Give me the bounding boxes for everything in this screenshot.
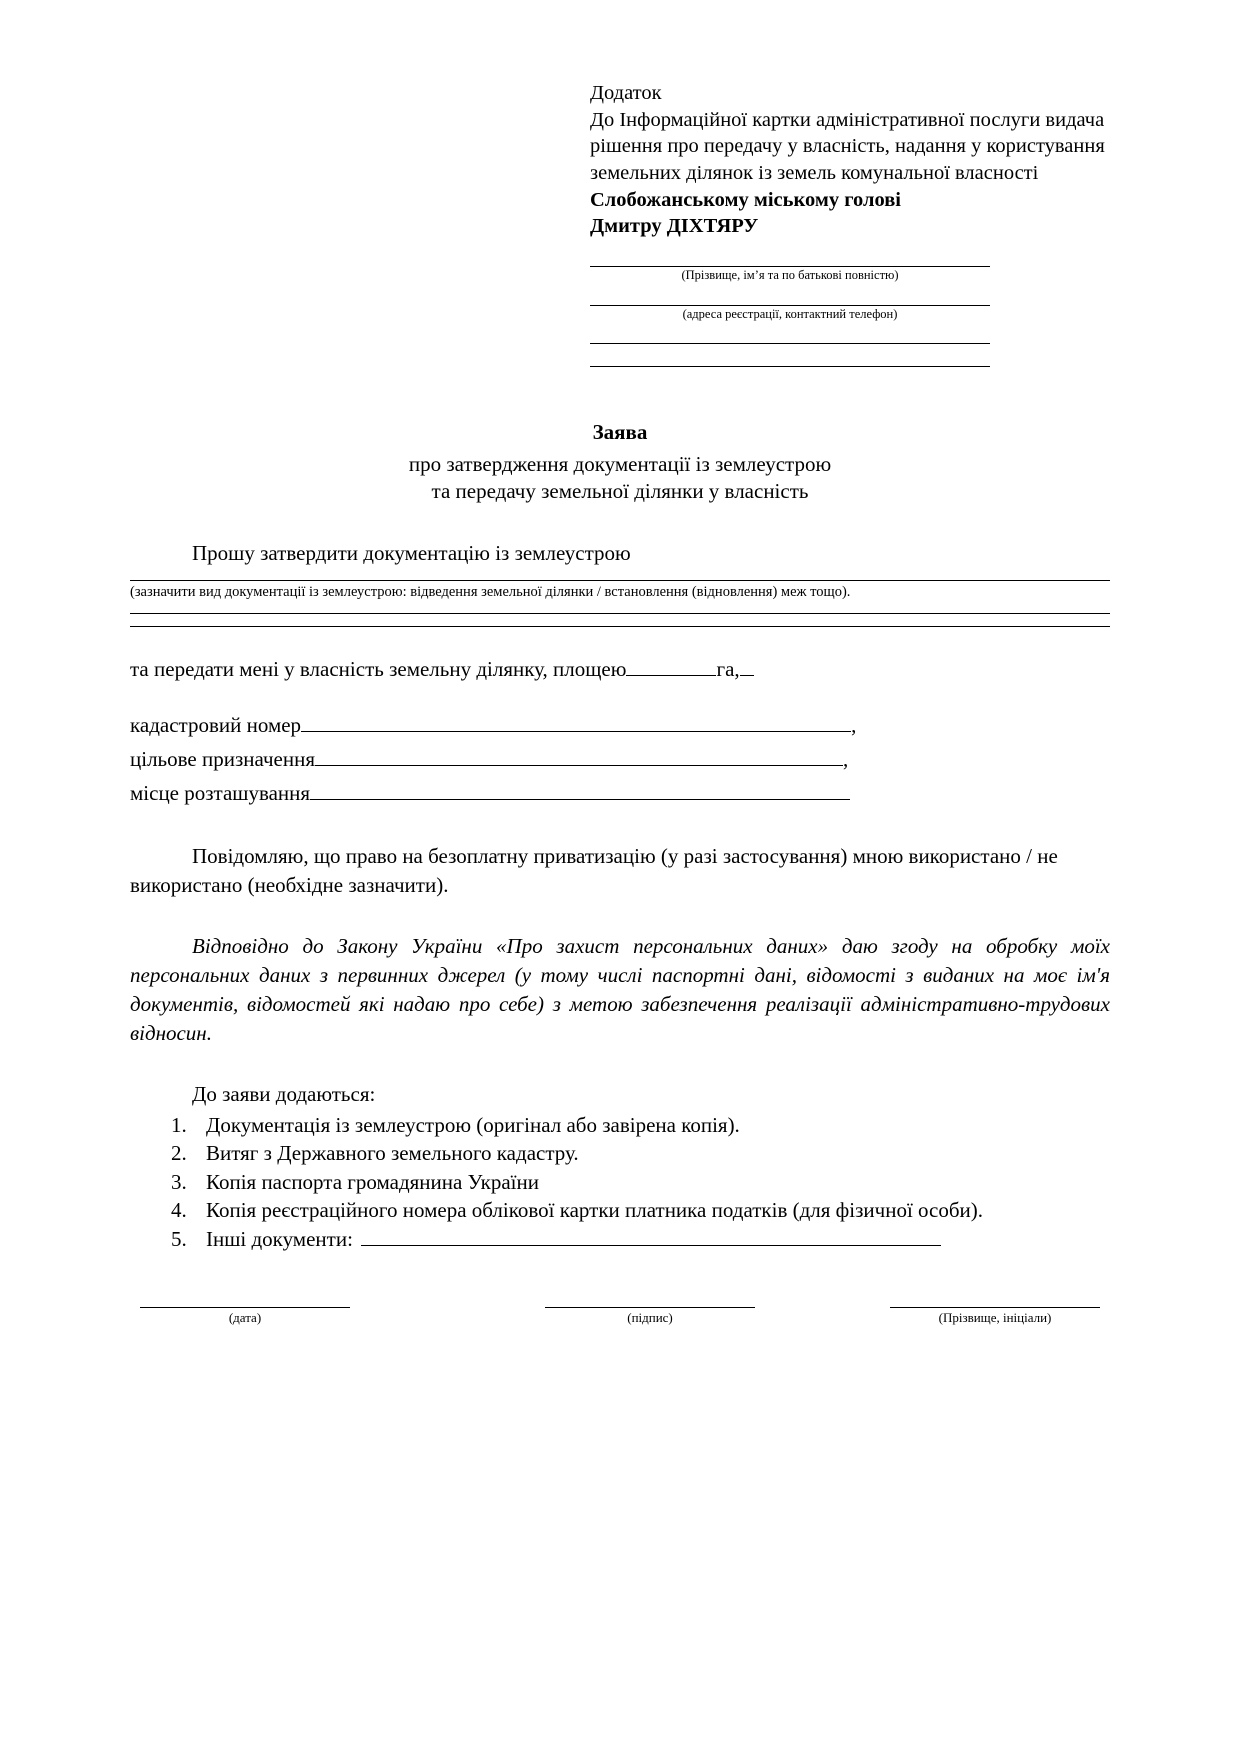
applicant-address-line-1[interactable]	[590, 305, 990, 306]
name-cell	[890, 1307, 1100, 1325]
signature-cell	[545, 1307, 755, 1325]
doc-type-line-1[interactable]	[130, 580, 1110, 581]
list-item: 4. Копія реєстраційного номера облікової картки платника податків (для фізичної особи).	[192, 1196, 1110, 1225]
list-item: 3. Копія паспорта громадянина України	[192, 1168, 1110, 1197]
applicant-address-line-3[interactable]	[590, 366, 990, 367]
request-block	[130, 539, 1110, 627]
signature-caption: (підпис)	[627, 1310, 673, 1326]
doc-type-line-3[interactable]	[130, 626, 1110, 627]
area-value-field[interactable]	[626, 675, 716, 676]
location-input-line[interactable]	[310, 799, 850, 800]
signature-row	[130, 1307, 1110, 1325]
parcel-fields	[130, 708, 1110, 810]
applicant-fields	[590, 266, 990, 368]
applicant-name-caption: (Прізвище, ім’я та по батькові повністю)	[681, 267, 899, 282]
area-unit: га,	[716, 656, 740, 681]
list-item: 2. Витяг з Державного земельного кадастру.	[192, 1139, 1110, 1168]
location-row	[130, 776, 1110, 810]
area-extra-field[interactable]	[740, 675, 754, 676]
addressee-position: Слобожанському міському голові	[590, 188, 902, 211]
doc-type-note: (зазначити вид документації із землеустрою: відведення земельної ділянки / встановлення (відновлення) меж тощо).	[130, 584, 851, 601]
list-item: 1. Документація із землеустрою (оригінал або завірена копія).	[192, 1111, 1110, 1140]
applicant-address-line-2[interactable]	[590, 343, 990, 344]
purpose-input-line[interactable]	[315, 765, 843, 766]
date-cell	[140, 1307, 350, 1325]
name-caption: (Прізвище, ініціали)	[938, 1310, 1052, 1326]
area-label: та передати мені у власність земельну ділянку, площею	[130, 656, 627, 681]
cadastral-comma: ,	[851, 712, 857, 737]
list-item	[192, 1225, 1110, 1254]
header-block	[590, 80, 1110, 240]
other-docs-label: Інші документи:	[206, 1226, 353, 1251]
request-text: Прошу затвердити документацію із землеустрою	[192, 541, 631, 566]
other-docs-input-line[interactable]	[361, 1245, 941, 1246]
addressee-name: Дмитру ДІХТЯРУ	[590, 215, 759, 238]
header-service-description: До Інформаційної картки адміністративної послуги видача рішення про передачу у власність, надання у користування земельних ділянок із земель комунальної власності	[590, 108, 1105, 184]
name-input-line[interactable]	[890, 1307, 1100, 1308]
date-input-line[interactable]	[140, 1307, 350, 1308]
cadastral-row	[130, 708, 1110, 742]
purpose-row	[130, 742, 1110, 776]
document-title: Заява	[592, 420, 648, 445]
title-block	[130, 419, 1110, 505]
header-appendix-label: Додаток	[590, 82, 662, 104]
attachments-title: До заяви додаються:	[192, 1081, 376, 1106]
purpose-label: цільове призначення	[130, 746, 316, 771]
location-label: місце розташування	[130, 780, 311, 805]
purpose-comma: ,	[843, 746, 849, 771]
date-caption: (дата)	[228, 1310, 262, 1326]
applicant-name-line[interactable]	[590, 266, 990, 267]
doc-type-line-2[interactable]	[130, 613, 1110, 614]
cadastral-label: кадастровий номер	[130, 712, 302, 737]
document-subtitle-1: про затвердження документації із землеустрою	[408, 451, 832, 476]
area-row	[130, 657, 1110, 682]
applicant-address-caption: (адреса реєстрації, контактний телефон)	[682, 306, 898, 321]
cadastral-input-line[interactable]	[301, 731, 851, 732]
privatization-paragraph: Повідомляю, що право на безоплатну приватизацію (у разі застосування) мною використано / не використано (необхідне зазначити).	[130, 843, 1058, 897]
attachments-list	[130, 1111, 1110, 1254]
signature-input-line[interactable]	[545, 1307, 755, 1308]
consent-paragraph: Відповідно до Закону України «Про захист персональних даних» даю згоду на обробку моїх персональних даних з первинних джерел (у тому числі паспортні дані, відомості з виданих на моє ім'я документів, відомостей які надаю про себе) з метою забезпечення реалізації адміністративно-трудових відносин.	[130, 933, 1110, 1045]
document-subtitle-2: та передачу земельної ділянки у власність	[431, 478, 809, 503]
